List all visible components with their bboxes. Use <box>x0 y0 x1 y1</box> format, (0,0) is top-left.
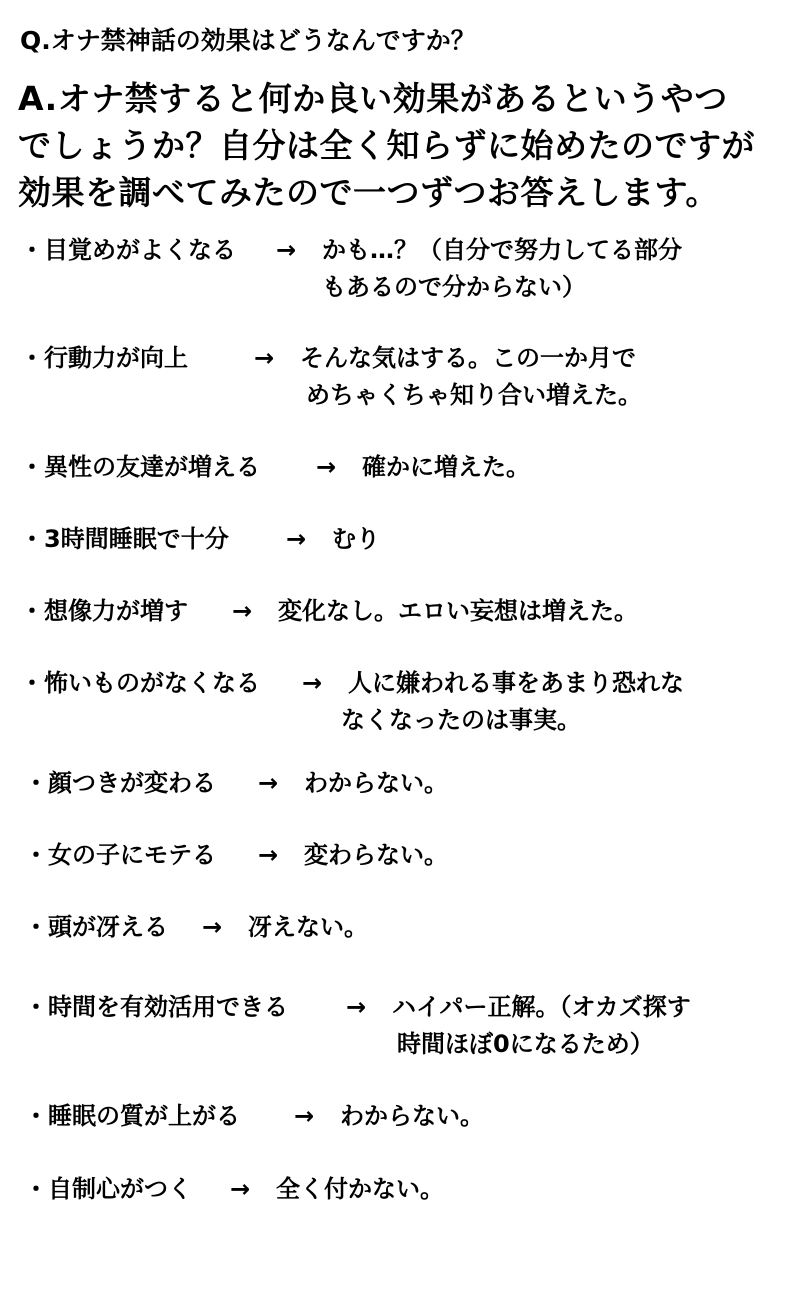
item-claim: ・想像力が増す <box>20 597 188 625</box>
answer-line-1: A.オナ禁すると何か良い効果があるというやつ <box>18 79 728 118</box>
item-claim: ・怖いものがなくなる <box>20 669 260 697</box>
item-result-line: そんな気はする。この一か月で <box>300 344 636 372</box>
arrow-icon: → <box>286 525 307 553</box>
arrow-icon: → <box>346 993 367 1021</box>
item-result-line: 変化なし。エロい妄想は増えた。 <box>278 597 638 625</box>
question-text: Q.オナ禁神話の効果はどうなんですか？ <box>20 26 476 55</box>
arrow-icon: → <box>276 236 297 264</box>
item-result-line: ハイパー正解。（オカズ探す <box>392 993 691 1021</box>
arrow-icon: → <box>254 344 275 372</box>
item-result-line: 確かに増えた。 <box>362 453 530 481</box>
answer-line-2: でしょうか？自分は全く知らずに始めたのですが <box>18 126 755 165</box>
item-claim: ・3時間睡眠で十分 <box>20 525 229 553</box>
item-result-line: 全く付かない。 <box>276 1175 444 1203</box>
item-result-line: かも…？（自分で努力してる部分 <box>322 236 682 264</box>
item-claim: ・女の子にモテる <box>24 841 216 869</box>
answer-line-3: 効果を調べてみたので一つずつお答えします。 <box>18 173 719 212</box>
item-result-line: 変わらない。 <box>304 841 448 869</box>
item-claim: ・行動力が向上 <box>20 344 188 372</box>
item-claim: ・頭が冴える <box>24 913 168 941</box>
item-result-line: むり <box>332 525 380 553</box>
item-result-line: わからない。 <box>304 769 448 797</box>
item-claim: ・顔つきが変わる <box>24 769 216 797</box>
arrow-icon: → <box>258 841 279 869</box>
item-result-line: 冴えない。 <box>248 913 368 941</box>
item-claim: ・睡眠の質が上がる <box>24 1102 240 1130</box>
item-result-line: 時間ほぼ0になるため） <box>397 1030 654 1058</box>
arrow-icon: → <box>258 769 279 797</box>
arrow-icon: → <box>302 669 323 697</box>
arrow-icon: → <box>316 453 337 481</box>
item-claim: ・自制心がつく <box>24 1175 192 1203</box>
item-claim: ・目覚めがよくなる <box>20 236 236 264</box>
arrow-icon: → <box>230 1175 251 1203</box>
item-result-line: なくなったのは事実。 <box>341 706 581 734</box>
item-result-line: もあるので分からない） <box>322 273 586 301</box>
arrow-icon: → <box>232 597 253 625</box>
item-result-line: めちゃくちゃ知り合い増えた。 <box>306 381 642 409</box>
item-claim: ・時間を有効活用できる <box>24 993 288 1021</box>
item-claim: ・異性の友達が増える <box>20 453 260 481</box>
arrow-icon: → <box>202 913 223 941</box>
item-result-line: 人に嫌われる事をあまり恐れな <box>348 669 684 697</box>
arrow-icon: → <box>294 1102 315 1130</box>
item-result-line: わからない。 <box>340 1102 484 1130</box>
